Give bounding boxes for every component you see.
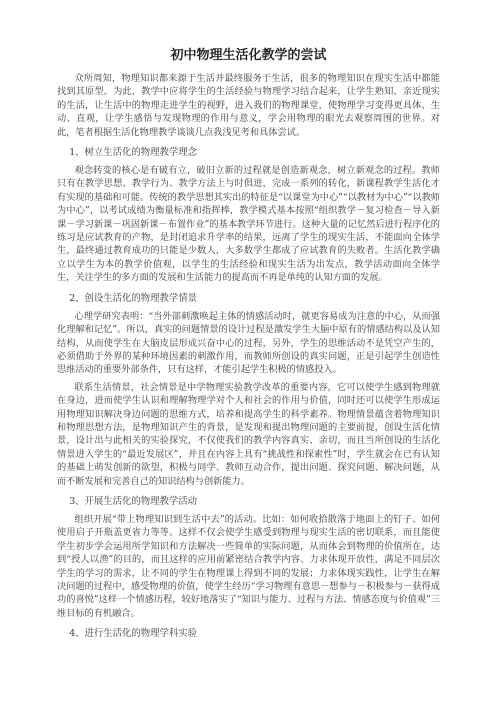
section-heading-3: 3、开展生活化的物理教学活动 xyxy=(69,495,198,507)
section-2-paragraph-1: 心理学研究表明：“当外部刺激唤起主体的情感活动时，就更容易成为注意的中心，从而强化理解和记忆”。所以，真实的问题情景的设计过程是激发学生大脑中原有的情感结构以及认知结构，从而使学生在大脑皮层形成兴奋中心的过程，另外，学生的思维活动不是凭空产生的，必须借助于外界的某种环境因素的刺激作用，而教师所创设的真实问题，正是引起学生创造性思维活动的重要外部条件，只有这样，才能引起学生积极的情感投入。 xyxy=(57,310,440,376)
section-1-paragraph-1: 观念转变的核心是有破有立，破旧立新的过程就是创造新观念，树立新观念的过程。教师只有在教学思想、教学行为、教学方法上与时俱进，完成一系列的转化，新课程教学生活化才有实现的基础和可能。传统的教学思想其实出的特征是“以课堂为中心”“以教材为中心”“以教师为中心”，以考试成绩为衡量标准和指挥棒，教学模式基本按照“组织教学－复习检查－导入新课－学习新课－巩固新课－布置作业”的基本教学环节进行。这种大量的记忆然后进行程序化的练习是应试教育的产物，是封闭追求升学率的结果，远离了学生的现实生活，不能面向全体学生，最终通过教育成功的只能是少数人，大多数学生都成了应试教育的失败者。生活化教学确立以学生为本的教学价值观，以学生的生活经验和现实生活为出发点，教学活动面向全体学生，关注学生的多方面的发展和生活能力的提高而不再是单纯的认知方面的发展。 xyxy=(57,165,440,284)
intro-paragraph: 众所周知，物理知识都来源于生活并最终服务于生活，很多的物理知识在现实生活中都能找到其原型。为此，教学中应将学生的生活经验与物理学习结合起来，让学生熟知、亲近现实的生活，让生活中的物理走进学生的视野，进入我们的物理课堂，使物理学习变得更具体、生动、直观，让学生感悟与发现物理的作用与意义，学会用物理的眼光去观察周围的世界。对此，笔者根据生活化物理教学谈谈几点我浅见考和具体尝试。 xyxy=(57,73,440,138)
section-heading-4: 4、进行生活化的物理学科实验 xyxy=(69,628,198,640)
section-heading-1: 1、树立生活化的物理教学理念 xyxy=(69,147,198,159)
section-2-paragraph-2: 联系生活情景，社会情景是中学物理实验教学改革的重要内容，它可以使学生感到物理就在身边，进而使学生认识和理解物理学对个人和社会的作用与价值，同时还可以使学生形成运用物理知识解决身边问题的思维方式，培养和提高学生的科学素养。物理情景蕴含着物理知识和物理思想方法，是物理知识产生的背景，是发现和提出物理问题的主要前提，创设生活化情景，设计出与此相关的实验探究，不仅使我们的教学内容真实、亲切，而且当所创设的生活化情景进入学生的“最近发展区”，并且在内容上具有“挑战性和探索性”时，学生就会在已有认知的基础上萌发创新的欲望，积极与同学、教师互动合作，提出问题、探究问题、解决问题，从而不断发展和完善自己的知识结构与创新能力。 xyxy=(57,381,440,487)
document-title: 初中物理生活化教学的尝试 xyxy=(170,48,327,63)
section-3-paragraph-1: 组织开展“带上物理知识到生活中去”的活动。比如：如何收拾散落于地面上的钉子、如何使用启子开瓶盖更省力等等。这样不仅会使学生感受到物理与现实生活的密切联系，而且能使学生初步学会运用所学知识和方法解决一些简单的实际问题，从而体会到物理的价值所在，达到“授人以渔”的目的，而且这样的应用前紧密结合教学内容、力求体现开放性，满足不同层次学生的学习的需求，让不同的学生在物理课上得到不同的发展；力求体现实践性，让学生在解决问题的过程中，感受物理的价值，使学生经历“学习物理有意思－想参与－积极参与－获得成功的喜悦”这样一个情感历程，较好地落实了“知识与能力、过程与方法、情感态度与价值观”三维目标的有机融合。 xyxy=(57,513,440,619)
section-heading-2: 2、创设生活化的物理教学情景 xyxy=(69,292,198,304)
